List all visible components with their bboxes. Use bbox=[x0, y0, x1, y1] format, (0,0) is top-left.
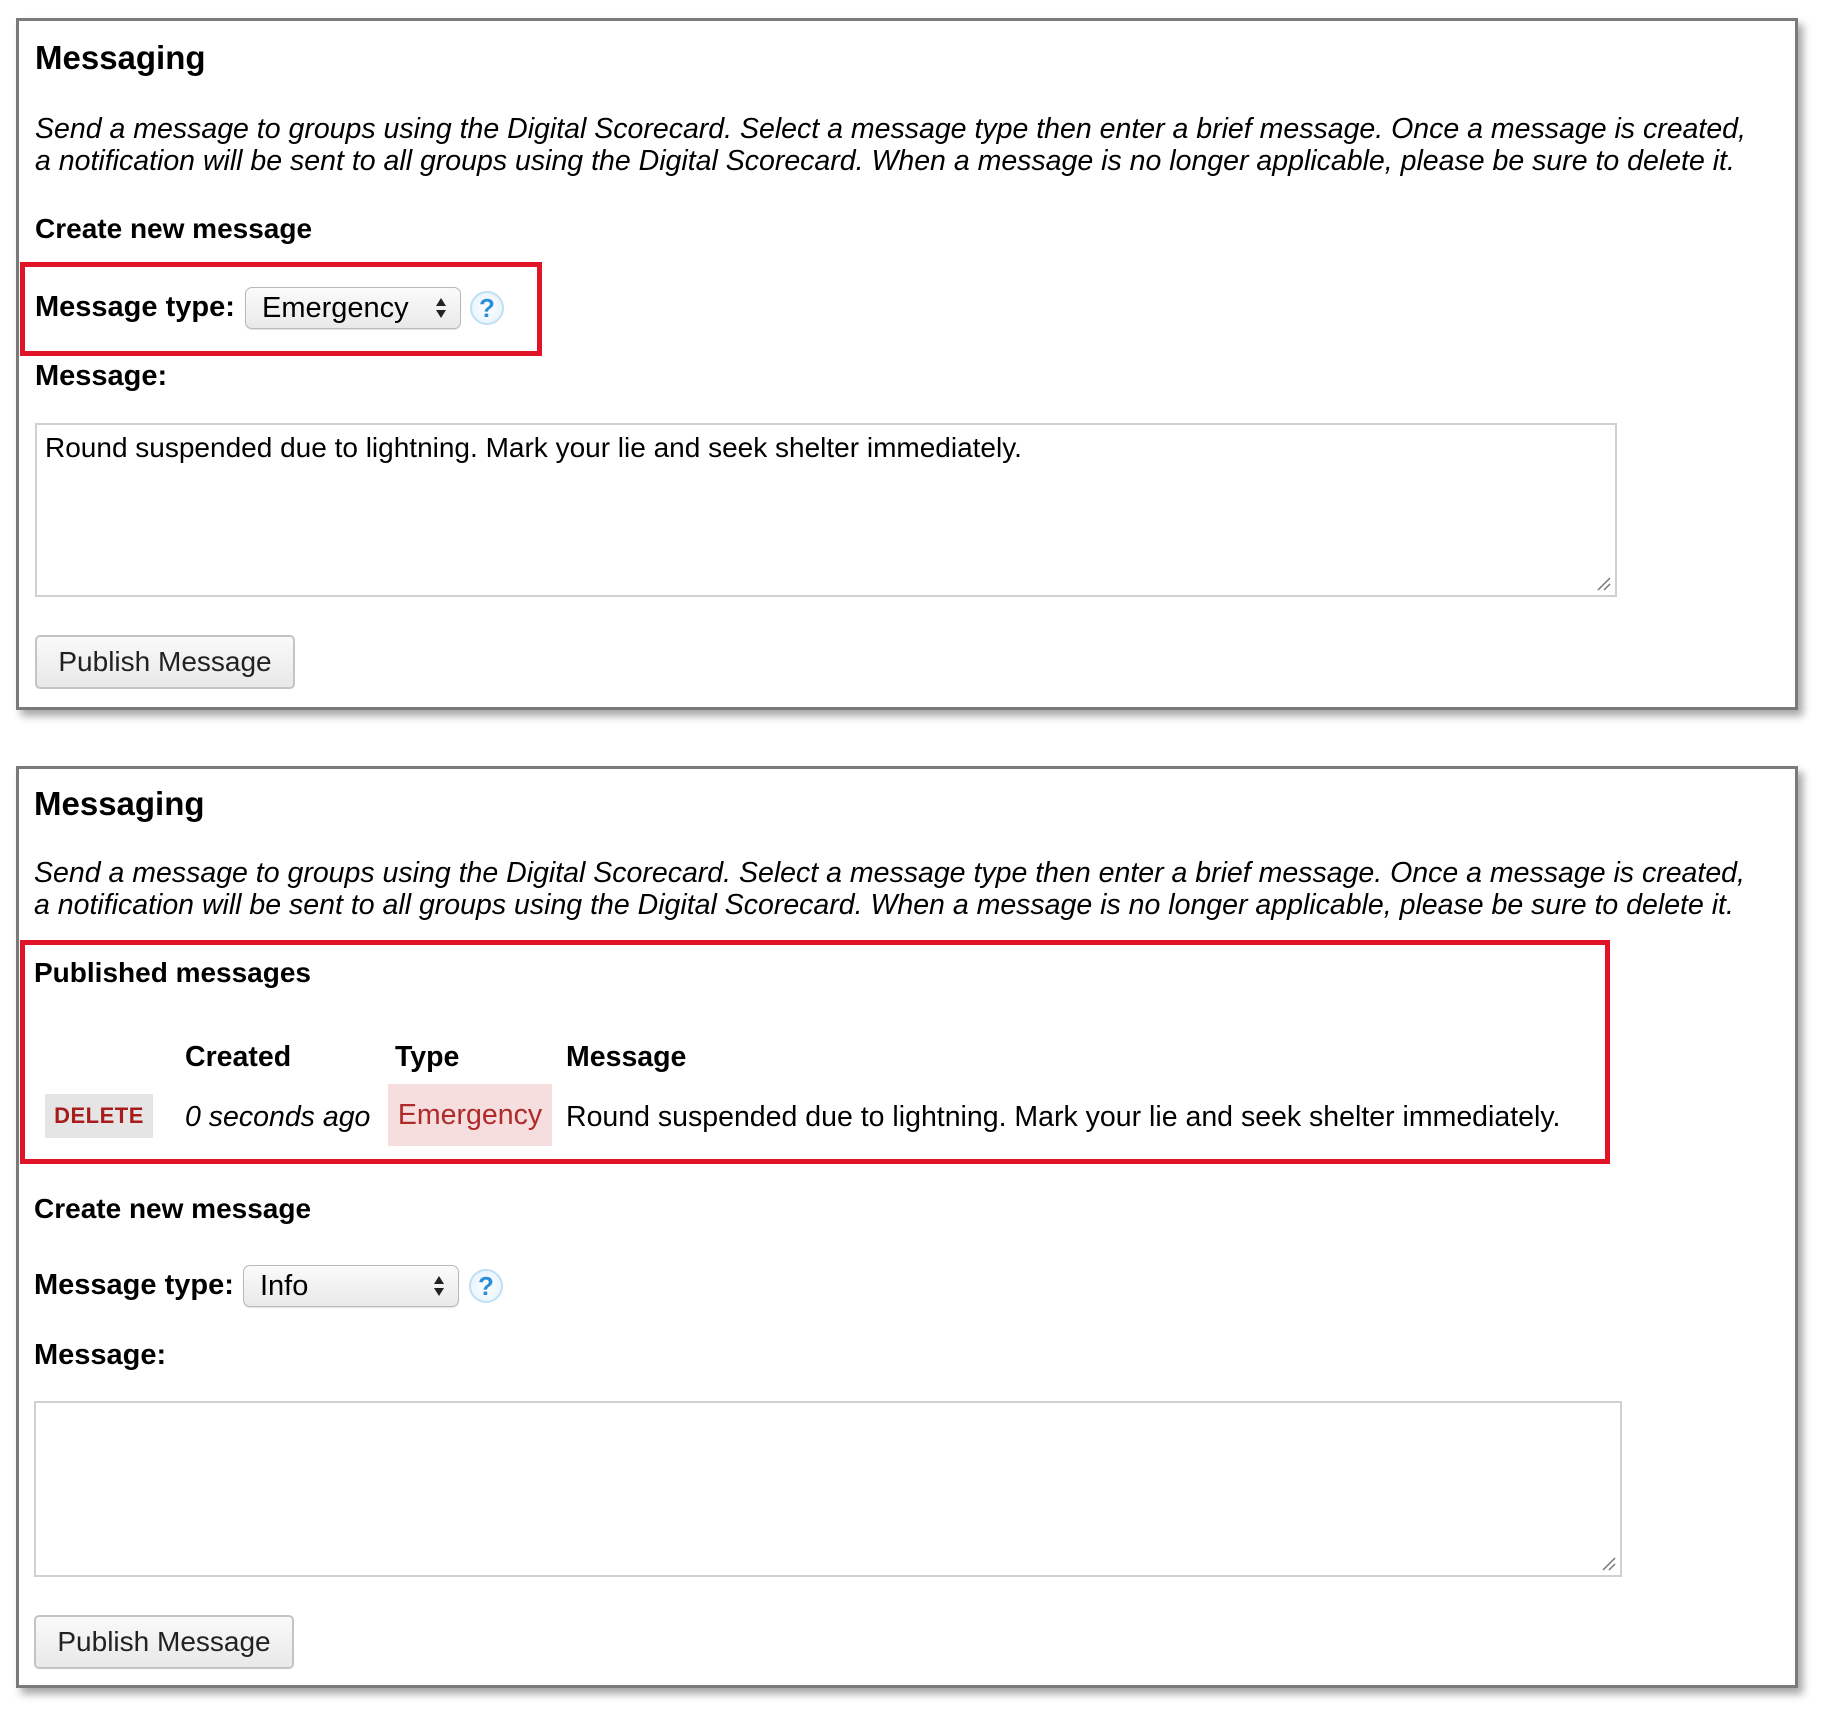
help-icon[interactable]: ? bbox=[469, 1269, 503, 1303]
published-heading: Published messages bbox=[34, 957, 312, 988]
type-cell: Emergency bbox=[388, 1084, 552, 1146]
panel-description bbox=[35, 113, 1805, 177]
resize-grip-icon[interactable] bbox=[1600, 1555, 1616, 1571]
description-line: a notification will be sent to all groups using the Digital Scorecard. When a message is no longer applicable, please be sure to delete it. bbox=[35, 145, 1735, 177]
message-type-label: Message type: bbox=[34, 1269, 234, 1301]
panel-description bbox=[34, 857, 1804, 921]
message-cell: Round suspended due to lightning. Mark your lie and seek shelter immediately. bbox=[566, 1101, 1561, 1133]
description-line: Send a message to groups using the Digital Scorecard. Select a message type then enter a brief message. Once a message is created, bbox=[34, 857, 1745, 889]
message-text: Round suspended due to lightning. Mark your lie and seek shelter immediately. bbox=[45, 432, 1022, 463]
column-header-created: Created bbox=[185, 1041, 292, 1073]
message-type-label: Message type: bbox=[35, 291, 235, 323]
panel-title: Messaging bbox=[34, 785, 205, 822]
message-textarea[interactable] bbox=[34, 1401, 1622, 1577]
resize-grip-icon[interactable] bbox=[1595, 575, 1611, 591]
message-type-select[interactable] bbox=[243, 1265, 459, 1307]
publish-message-button[interactable]: Publish Message bbox=[35, 635, 295, 689]
description-line: a notification will be sent to all groups using the Digital Scorecard. When a message is no longer applicable, please be sure to delete it. bbox=[34, 889, 1734, 921]
message-label: Message: bbox=[35, 360, 168, 392]
messaging-panel-top bbox=[16, 18, 1798, 710]
message-label: Message: bbox=[34, 1339, 167, 1371]
column-header-type: Type bbox=[395, 1041, 460, 1073]
message-type-value: Info bbox=[260, 1270, 309, 1302]
help-icon[interactable]: ? bbox=[470, 291, 504, 325]
updown-arrows-icon bbox=[432, 1272, 446, 1300]
created-cell: 0 seconds ago bbox=[185, 1101, 371, 1133]
highlight-box-message-type bbox=[20, 262, 542, 356]
delete-message-button[interactable]: DELETE bbox=[45, 1094, 153, 1138]
panel-title: Messaging bbox=[35, 39, 206, 76]
message-type-value: Emergency bbox=[262, 292, 409, 324]
message-textarea[interactable] bbox=[35, 423, 1617, 597]
messaging-panel-bottom bbox=[16, 766, 1798, 1688]
column-header-message: Message bbox=[566, 1041, 687, 1073]
highlight-box-published-messages bbox=[20, 940, 1610, 1164]
create-heading: Create new message bbox=[34, 1193, 312, 1224]
description-line: Send a message to groups using the Digital Scorecard. Select a message type then enter a brief message. Once a message is created, bbox=[35, 113, 1746, 145]
publish-message-button[interactable]: Publish Message bbox=[34, 1615, 294, 1669]
create-heading: Create new message bbox=[35, 213, 313, 244]
